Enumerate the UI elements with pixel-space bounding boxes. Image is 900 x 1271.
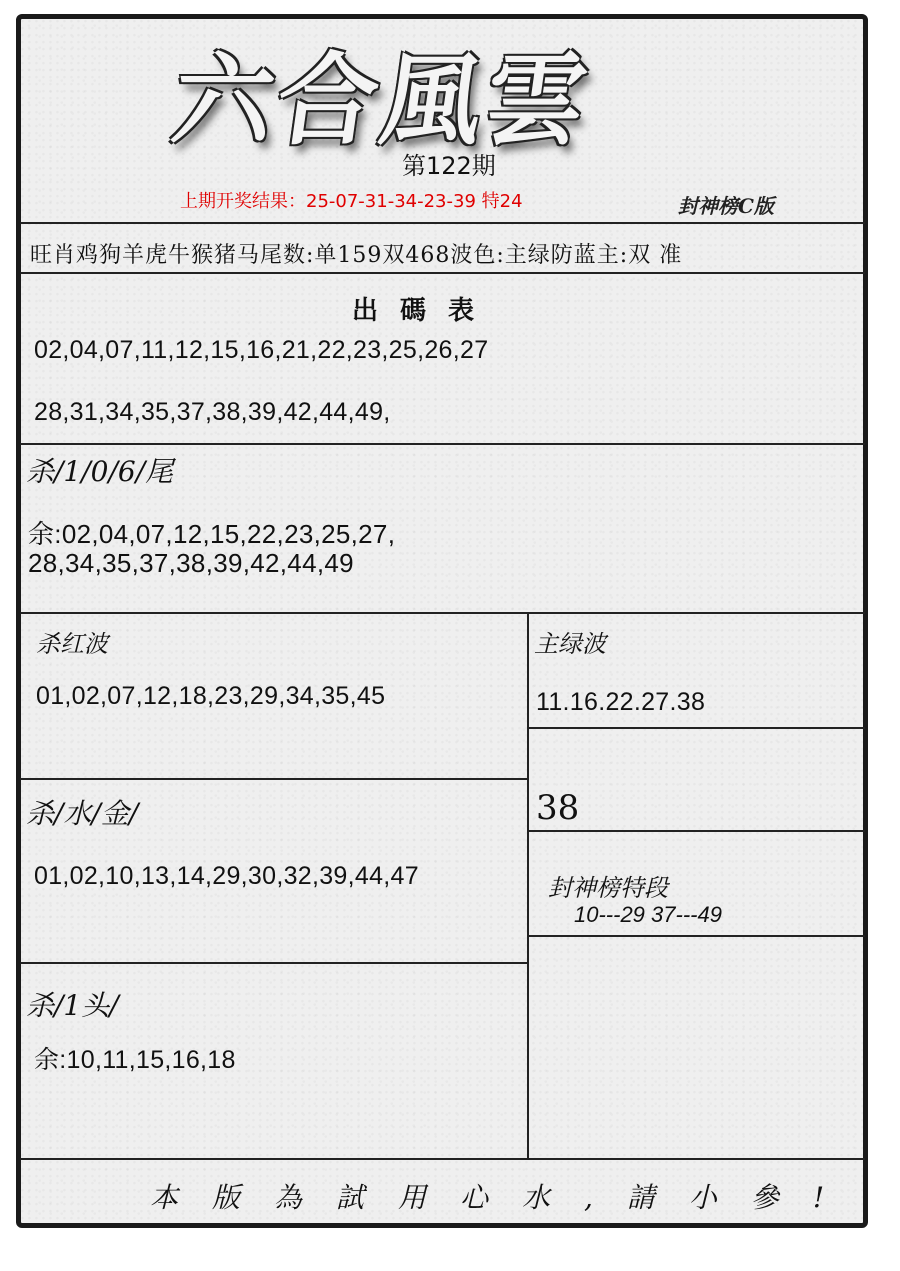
edition-label: 封神榜C版 (678, 194, 774, 218)
kill-head-numbers: 余:10,11,15,16,18 (34, 1046, 236, 1074)
divider (20, 272, 865, 274)
footer-note: 本版為試用心水,請小參! (150, 1181, 859, 1214)
output-numbers-line2: 28,31,34,35,37,38,39,42,44,49, (34, 398, 391, 426)
divider (527, 612, 529, 1160)
last-result: 上期开奖结果：25-07-31-34-23-39 特24 (180, 191, 523, 212)
divider (527, 727, 865, 729)
output-numbers-line1: 02,04,07,11,12,15,16,21,22,23,25,26,27 (34, 336, 489, 364)
special-segment-ranges: 10---29 37---49 (574, 902, 722, 927)
kill-element-heading: 杀/水/金/ (26, 797, 139, 830)
divider (20, 612, 865, 614)
divider (527, 830, 865, 832)
kill-tail-heading: 杀/1/0/6/尾 (26, 455, 174, 488)
divider (20, 443, 865, 445)
divider (20, 222, 865, 224)
masthead-title: 六合風雲 (165, 41, 599, 159)
kill-element-numbers: 01,02,10,13,14,29,30,32,39,44,47 (34, 862, 419, 890)
kill-red-heading: 杀红波 (36, 630, 108, 658)
kill-tail-line1: 余:02,04,07,12,15,22,23,25,27, (28, 519, 396, 549)
kill-head-heading: 杀/1头/ (26, 989, 119, 1022)
divider (20, 962, 528, 964)
divider (20, 1158, 865, 1160)
kill-red-numbers: 01,02,07,12,18,23,29,34,35,45 (36, 682, 386, 710)
main-green-heading: 主绿波 (534, 630, 606, 658)
divider (527, 935, 865, 937)
issue-number: 第122期 (402, 152, 496, 180)
divider (20, 778, 528, 780)
output-table-title: 出碼表 (352, 296, 497, 326)
kill-tail-line2: 28,34,35,37,38,39,42,44,49 (28, 548, 354, 578)
single-number: 38 (536, 788, 580, 828)
main-green-numbers: 11.16.22.27.38 (536, 688, 706, 716)
zodiac-line: 旺肖鸡狗羊虎牛猴猪马尾数:单159双468波色:主绿防蓝主:双 准 (30, 243, 683, 268)
special-segment-heading: 封神榜特段 (548, 874, 668, 902)
